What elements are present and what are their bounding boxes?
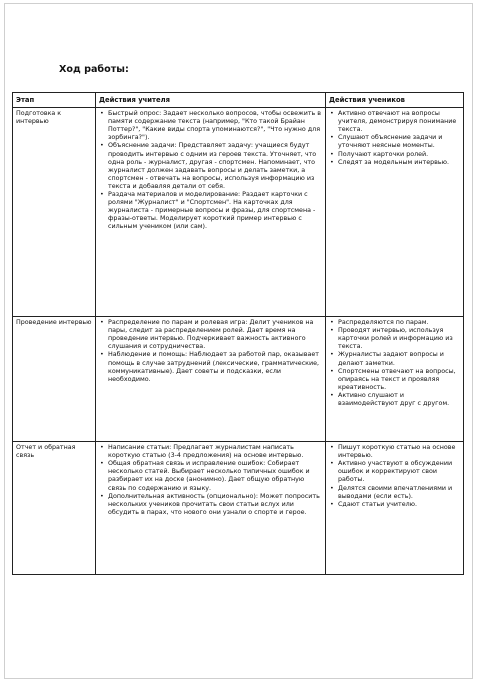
list-item: • Быстрый опрос: Задает несколько вопросов, чтобы освежить в памяти содержание текста (например, "Кто такой Брайан Поттер?", "Какие виды спорта упоминаются?", "Что нужно для зорбинга?"). [99, 110, 322, 142]
header-student-actions: Действия учеников [326, 93, 464, 108]
list-item: • Следят за модельным интервью. [329, 159, 460, 167]
teacher-actions-list [99, 319, 322, 384]
stage-cell: Подготовка к интервью [13, 108, 96, 317]
list-item: • Наблюдение и помощь: Наблюдает за работой пар, оказывает помощь в случае затруднений (лексические, грамматические, коммуникативные). Дает советы и подсказки, если необходимо. [99, 351, 322, 383]
table-header-row [13, 93, 464, 108]
list-item: • Сдают статьи учителю. [329, 501, 460, 509]
list-item: • Дополнительная активность (опционально): Может попросить нескольких учеников прочитать свои статьи вслух или обсудить в парах, что нового они узнали о спорте и герое. [99, 493, 322, 517]
teacher-actions-list [99, 110, 322, 231]
list-item: • Активно слушают и взаимодействуют друг с другом. [329, 392, 460, 408]
list-item: • Журналисты задают вопросы и делают заметки. [329, 351, 460, 367]
list-item: • Пишут короткую статью на основе интервью. [329, 444, 460, 460]
list-item: • Общая обратная связь и исправление ошибок: Собирает несколько статей. Выбирает несколько типичных ошибок и разбирает их на доске (анонимно). Дает общую обратную связь по содержанию и языку. [99, 460, 322, 492]
student-actions-list [329, 319, 460, 408]
student-actions-cell [326, 442, 464, 575]
table-row [13, 442, 464, 575]
list-item: • Активно отвечают на вопросы учителя, демонстрируя понимание текста. [329, 110, 460, 134]
student-actions-list [329, 110, 460, 167]
list-item: • Спортсмены отвечают на вопросы, опираясь на текст и проявляя креативность. [329, 368, 460, 392]
teacher-actions-cell [96, 317, 326, 442]
student-actions-cell [326, 108, 464, 317]
table-row [13, 108, 464, 317]
list-item: • Активно участвуют в обсуждении ошибок и корректируют свои работы. [329, 460, 460, 484]
list-item: • Распределяются по парам. [329, 319, 460, 327]
header-teacher-actions: Действия учителя [96, 93, 326, 108]
section-heading: Ход работы: [59, 64, 129, 75]
stage-cell: Проведение интервью [13, 317, 96, 442]
teacher-actions-cell [96, 442, 326, 575]
student-actions-list [329, 444, 460, 509]
teacher-actions-cell [96, 108, 326, 317]
table-row [13, 317, 464, 442]
list-item: • Написание статьи: Предлагает журналистам написать короткую статью (3-4 предложения) на основе интервью. [99, 444, 322, 460]
list-item: • Проводят интервью, используя карточки ролей и информацию из текста. [329, 327, 460, 351]
list-item: • Объяснение задачи: Представляет задачу: учащиеся будут проводить интервью с одним из героев текста. Уточняет, что одна роль - журналист, другая - спортсмен. Напоминает, что журналист должен задавать вопросы и делать заметки, а спортсмен - отвечать на вопросы, используя информацию из текста и добавляя детали от себя. [99, 142, 322, 191]
list-item: • Раздача материалов и моделирование: Раздает карточки с ролями "Журналист" и "Спортсмен". На карточках для журналиста - примерные вопросы и фразы, для спортсмена - фразы-ответы. Моделирует короткий пример интервью с сильным учеником (или сам). [99, 191, 322, 231]
list-item: • Распределение по парам и ролевая игра: Делит учеников на пары, следит за распределением ролей. Дает время на проведение интервью. Подчеркивает важность активного слушания и сотрудничества. [99, 319, 322, 351]
list-item: • Слушают объяснение задачи и уточняют неясные моменты. [329, 134, 460, 150]
list-item: • Делятся своими впечатлениями и выводами (если есть). [329, 485, 460, 501]
header-stage: Этап [13, 93, 96, 108]
lesson-table [12, 92, 464, 575]
teacher-actions-list [99, 444, 322, 517]
student-actions-cell [326, 317, 464, 442]
list-item: • Получают карточки ролей. [329, 151, 460, 159]
stage-cell: Отчет и обратная связь [13, 442, 96, 575]
